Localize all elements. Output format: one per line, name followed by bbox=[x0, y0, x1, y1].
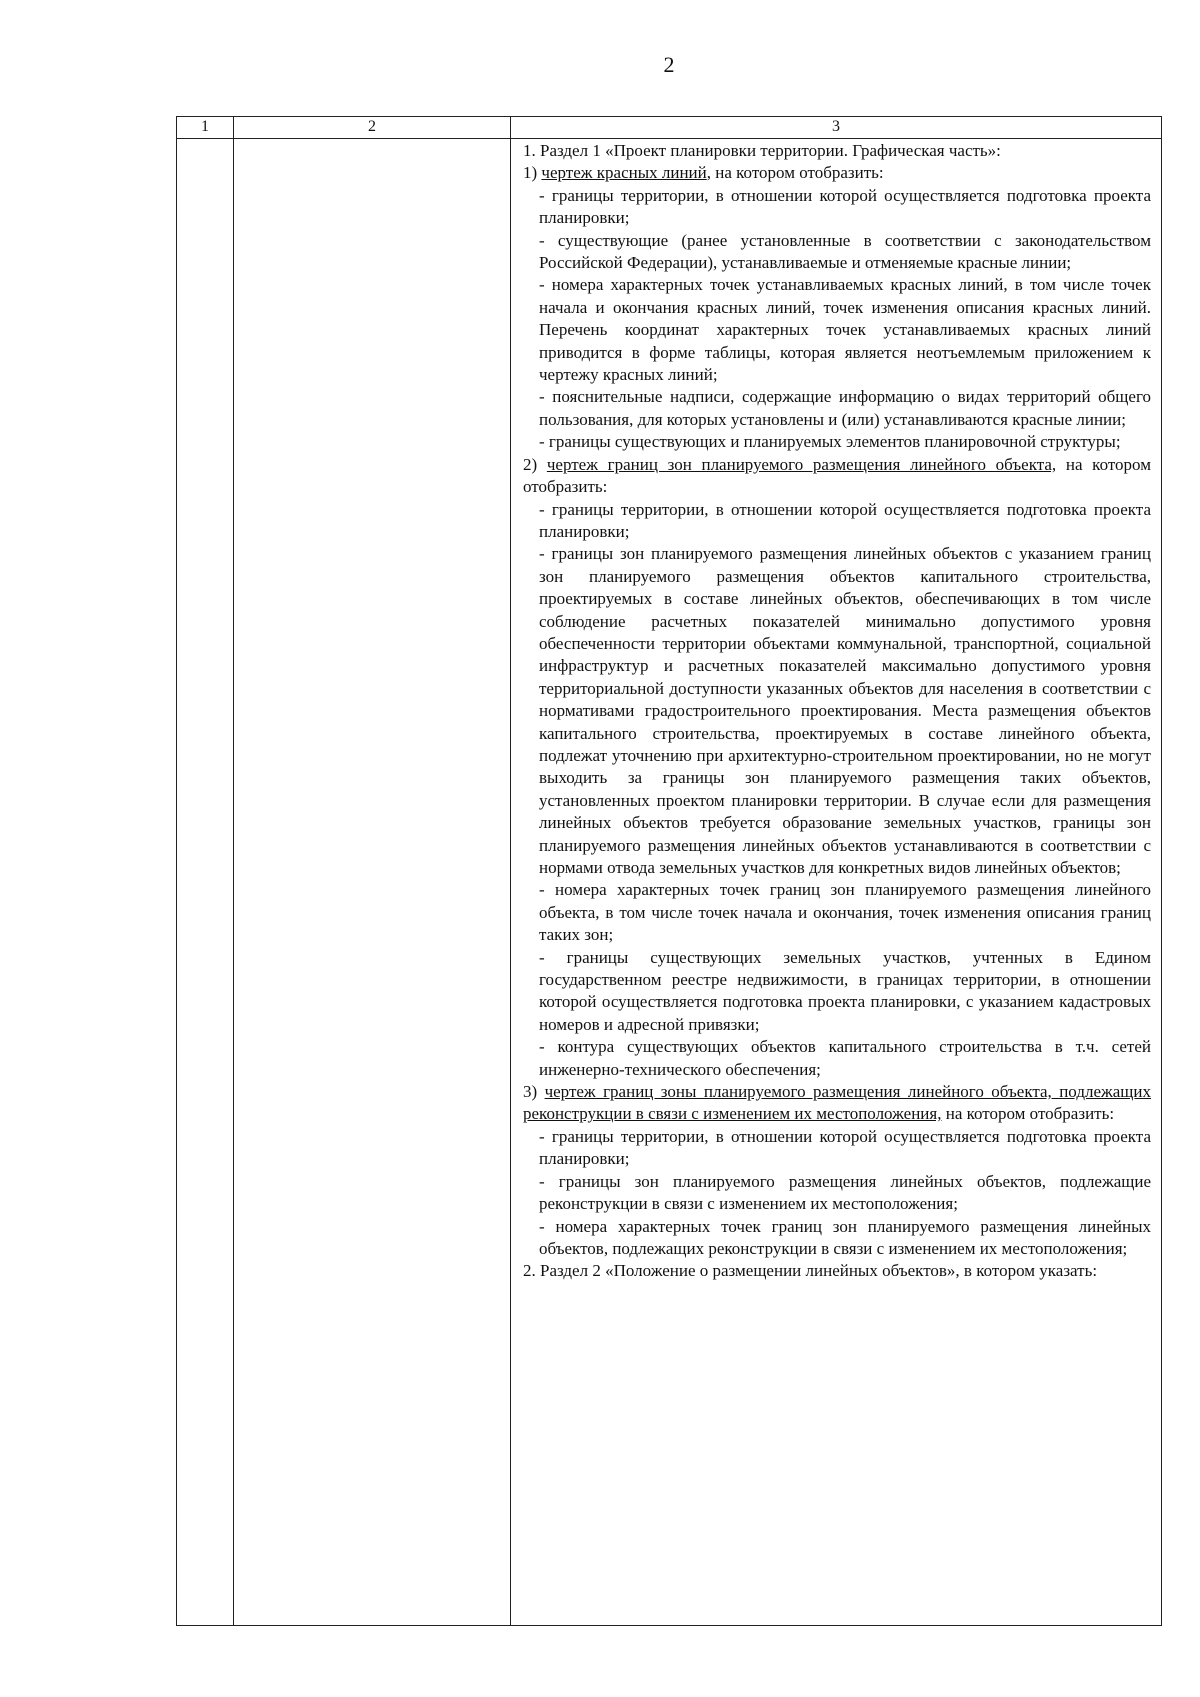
item-1-bullet-5: - границы существующих и планируемых элементов планировочной структуры; bbox=[539, 432, 1121, 452]
item-2-number: 2) bbox=[523, 454, 547, 474]
item-2-bullet-1: - границы территории, в отношении которой осуществляется подготовка проекта планировки; bbox=[539, 499, 1151, 541]
item-3 bbox=[523, 1081, 1151, 1126]
item-3-title: чертеж границ зоны планируемого размещения линейного объекта, подлежащих реконструкции в связи с изменением их местоположения, bbox=[523, 1082, 1151, 1124]
item-2-bullet-4: - границы существующих земельных участков, учтенных в Едином государственном реестре недвижимости, в границах территории, в отношении которой осуществляется подготовка проекта планировки, с указанием кадастровых номеров и адресной привязки; bbox=[539, 947, 1151, 1034]
cell-column-3 bbox=[511, 139, 1162, 1626]
item-1-number: 1) bbox=[523, 163, 542, 183]
table-header-row bbox=[177, 117, 1162, 139]
column-header-2: 2 bbox=[234, 117, 511, 139]
table-body-row bbox=[177, 139, 1162, 1626]
item-3-bullet-3: - номера характерных точек границ зон планируемого размещения линейных объектов, подлежащих реконструкции в связи с изменением их местоположения; bbox=[539, 1216, 1151, 1258]
item-3-number: 3) bbox=[523, 1082, 545, 1102]
page-number: 2 bbox=[663, 52, 675, 77]
item-3-bullet-2: - границы зон планируемого размещения линейных объектов, подлежащие реконструкции в связи с изменением их местоположения; bbox=[539, 1171, 1151, 1214]
item-1 bbox=[523, 162, 1151, 184]
column-header-3: 3 bbox=[511, 117, 1162, 139]
item-1-rest: , на котором отобразить: bbox=[706, 163, 884, 183]
item-2-bullet-2: - границы зон планируемого размещения линейных объектов с указанием границ зон планируемого размещения объектов капитального строительства, проектируемых в составе линейных объектов, обеспечивающих в том числе соблюдение расчетных показателей минимально допустимого уровня обеспеченности территории объектами коммунальной, транспортной, социальной инфраструктур и расчетных показателей максимально допустимого уровня территориальной доступности указанных объектов для населения в соответствии с нормативами градостроительного проектирования. Места размещения объектов капитального строительства, проектируемых в составе линейного объекта, подлежат уточнению при архитектурно-строительном проектировании, но не могут выходить за границы зон планируемого размещения таких объектов, установленных проектом планировки территории. В случае если для размещения линейных объектов требуется образование земельных участков, границы зон планируемого размещения линейных объектов устанавливаются в соответствии с нормами отвода земельных участков для конкретных видов линейных объектов; bbox=[539, 544, 1151, 877]
item-2-title: чертеж границ зон планируемого размещения линейного объекта, bbox=[546, 454, 1057, 474]
column-header-1: 1 bbox=[177, 117, 234, 139]
item-2-bullet-3: - номера характерных точек границ зон планируемого размещения линейного объекта, в том числе точек начала и окончания, точек изменения описания границ таких зон; bbox=[539, 880, 1151, 945]
section-2-intro: 2. Раздел 2 «Положение о размещении линейных объектов», в котором указать: bbox=[523, 1261, 1098, 1281]
item-2-rest: на котором отобразить: bbox=[523, 454, 1151, 497]
item-1-bullet-1: - границы территории, в отношении которой осуществляется подготовка проекта планировки; bbox=[539, 185, 1151, 228]
item-2-bullet-5: - контура существующих объектов капитального строительства в т.ч. сетей инженерно-технического обеспечения; bbox=[539, 1037, 1151, 1079]
cell-content bbox=[511, 139, 1161, 1283]
item-1-bullet-4: - пояснительные надписи, содержащие информацию о видах территорий общего пользования, для которых установлены и (или) устанавливаются красные линии; bbox=[539, 387, 1151, 429]
section-1-intro: 1. Раздел 1 «Проект планировки территории. Графическая часть»: bbox=[523, 141, 1001, 160]
item-1-bullet-3: - номера характерных точек устанавливаемых красных линий, в том числе точек начала и окончания красных линий, точек изменения описания красных линий. Перечень координат характерных точек устанавливаемых красных линий приводится в форме таблицы, которая является неотъемлемым приложением к чертежу красных линий; bbox=[539, 275, 1151, 385]
cell-column-2 bbox=[234, 139, 511, 1626]
item-3-rest: на котором отобразить: bbox=[941, 1104, 1115, 1124]
requirements-table bbox=[176, 116, 1162, 1626]
item-1-bullet-2: - существующие (ранее установленные в соответствии с законодательством Российской Федерации), устанавливаемые и отменяемые красные линии; bbox=[539, 230, 1151, 273]
item-2 bbox=[523, 454, 1151, 499]
item-3-bullet-1: - границы территории, в отношении которой осуществляется подготовка проекта планировки; bbox=[539, 1126, 1151, 1169]
item-1-title: чертеж красных линий bbox=[541, 163, 707, 183]
cell-column-1 bbox=[177, 139, 234, 1626]
